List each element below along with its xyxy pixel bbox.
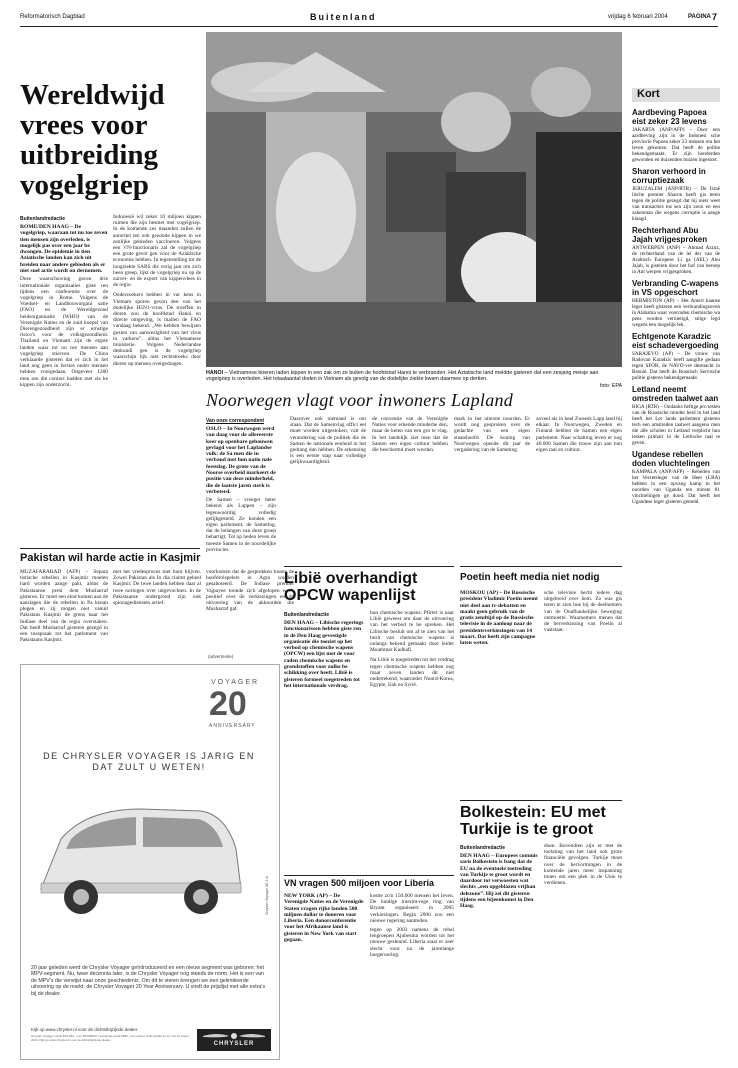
bolkestein-rule xyxy=(460,800,622,801)
kort-item xyxy=(632,332,720,381)
kasjmir-title: Pakistan wil harde actie in Kasjmir xyxy=(20,552,201,564)
poetin-col2 xyxy=(544,590,622,633)
caption-text: – Vietnamese boeren laden kippen in een zak om ze buiten de hoofdstad Hanoi te verbranden. Het Aziatische land meldde gisteren dat een zesjarig meisje aan vogelgriep is overleden. Het totaalaantal doden in Vietnam als gevolg van de dodelijke ziekte kwam daarmee op dertien. xyxy=(206,370,599,382)
kort-header xyxy=(632,88,720,102)
kasjmir-rule xyxy=(20,548,200,549)
bolkestein-body-1: DEN HAAG – Europees commis saris Bolkestein is bang dat de EU na de eventuele toetreding van Turkije te groot wordt en daardoor tot verwoesten wat slechts „een opgeblazen vrijhan delszone”. Hij zei dit gisteren tijdens een bijeenkomst in Den Haag. xyxy=(460,853,538,910)
ad-vertical-note: Chrysler Voyager SE 2.4i xyxy=(265,875,269,915)
ad-fine-print: Chrysler Voyager vanaf €29.950,- incl. BTW/BPM. Leaseprijs vanaf €599,- per maand. Actie geldig tot en met 31 maart 2004. Kijk op www.chrysler.nl voor de dichtstbijzijnde dealer. xyxy=(31,1034,189,1042)
ad-headline: DE CHRYSLER VOYAGER IS JARIG EN DAT ZULT U WETEN! xyxy=(43,751,255,772)
liberia-body-3: tegen op 2003 namens de rebel lengroepen Ajubesina worden tot het nieuwe gesteund. Liberia staat er zeer slecht voor na de jarenlange burgeroorlog. xyxy=(370,927,454,958)
photo-caption xyxy=(206,370,622,389)
kort-item-text: ANTWERPEN (ANP) – Ahmad Azzuz, de rechterhand van de lei der van de Arabisch Europese Li ga (AEL) Abu Jajah, is gisteren door het hof van beroep in Ant werpen vrijgesproken. xyxy=(632,245,720,275)
liberia-body-1: NEW YORK (AP) – De Verenigde Naties en de Verenigde Staten vragen rijke landen 500 miljoen dollar te doneren voor Liberia. Een donorconferentie voor het Afrikaanse land is gisteren in New York van start gegaan. xyxy=(284,893,364,944)
poetin-title: Poetin heeft media niet nodig xyxy=(460,572,600,583)
liberia-col2 xyxy=(370,893,454,958)
paper-name: Reformatorisch Dagblad xyxy=(20,14,85,20)
libie-body-2: hun chemische wapens. Pfirter is naar Libië geweest om daar de uitvoering van het verbod te be spreken. Het Libische besluit om af te zien van het bezit van chemische wapens is onlangs bekend gemaakt door leider Moammar Kadhafi. xyxy=(370,610,454,654)
lapland-title: Noorwegen vlagt voor inwoners Lapland xyxy=(206,390,514,410)
chrysler-wings-icon xyxy=(197,1029,271,1051)
ad-label: (advertentie) xyxy=(208,654,234,659)
header-rule xyxy=(20,26,718,27)
kort-item xyxy=(632,279,720,328)
kort-item-text: HERMISTON (AP) – Het Ameri kaanse leger heeft gisteren een verbrandingsoven in Alabama waar voorraden chemische wa pens worden vernietigd, stilge legd wegens een mogelijk lek. xyxy=(632,298,721,328)
ad-anniversary-number: 20 xyxy=(209,685,247,723)
liberia-col1 xyxy=(284,893,364,945)
libie-body-3: Na Libië is toegetreden tot het verdrag tegen chemische wapens hebben nog maar zeven landen dit niet ondertekend, waaronder Noord-Korea, Egypte, Irak en Syrië. xyxy=(370,657,454,689)
bolkestein-body-2: doen. Bovendien zijn er met de toelating van het land ook grote financiële gevolgen. Turkije moet over de hervormingen in de komende jaren meer inspanning tonen om een plek in de Unie te verdienen. xyxy=(544,843,622,887)
libie-rule xyxy=(284,566,454,567)
kort-item xyxy=(632,385,720,446)
lapland-body-2: Daarover ook niemand is ont staan. Dat de Samenvlag offici eel moet worden uitgestoken, valt de verandering van de politiek die de Samen de nationale eenheid in het gedrang dan hebben. De erkenning is een eerste stap naar volledige gelijkwaardigheid. xyxy=(290,416,366,466)
bolkestein-col1 xyxy=(460,843,538,912)
kasjmir-body-1: MUZAFARABAD (AFP) – Separa tistische rebellen in Kasjmir moeten hard worden aange pakt, aldus de Pakistaanse presi dent Musharraf gisteren. Er moet een eind komen aan de aanslagen die de rebellen in Pa kistan plegen en zij mogen niet vanuit Pakistans Kasjmir de grens naar het Indiase deel van de regio overstaken. Dat heeft Musharraf gisteren gezegd in een toespraak tot het parlement van Pakistaans Kasjmir. xyxy=(20,569,108,644)
lapland-col4 xyxy=(454,416,530,453)
chrysler-logo xyxy=(197,1029,271,1051)
kort-item-title: Letland neemt omstreden taalwet aan xyxy=(632,385,719,403)
chrysler-ad xyxy=(20,664,280,1060)
ad-anniversary-word: ANNIVERSARY xyxy=(209,723,256,729)
kasjmir-col3 xyxy=(206,569,294,612)
chrysler-logo-text: CHRYSLER xyxy=(213,1041,255,1047)
liberia-body-2: kostte zo'n 150.000 mensen het leven. De huidige interim-rege ring van Bryant organiseert in 2005 verkiezingen. Begin 2006 zou een nieuwe regering aantreden. xyxy=(370,893,454,924)
poetin-col1 xyxy=(460,590,538,649)
lead-col2 xyxy=(113,214,201,367)
lead-col1 xyxy=(20,214,108,388)
kort-item-text: SARAJEVO (AP) – De vrouw van Radovan Karadzic heeft aangifte gedaan tegen SFOR, de NAVO-vre desmacht in Bosnië. Dat heeft de Bosnisch Servische politie gisteren bekendgemaakt. xyxy=(632,351,720,381)
lapland-lead: OSLO – In Noorwegen werd van daag voor de allereerste keer op openbare gebouwen gevlagd voor het Laplandse volk: de Sa men die in verband met hun natio nale feestdag. De grote van de Noorse overheid markeert de positie van deze minderheid, die de laatste jaren sterk is verbeterd. xyxy=(206,426,276,495)
kasjmir-col1 xyxy=(20,569,108,643)
kort-item-text: RIGA (RTR) – Ondanks heftige pro testen van de Russische minder heid in het land heeft het Let lands parlement gisteren tech een omstreden taalwet aangeno men die alle scholen in Letland verplicht hun lessen primair in de Lettische taal te geven. xyxy=(632,404,720,446)
lapland-col5 xyxy=(536,416,622,453)
bolkestein-title: Bolkestein: EU met Turkije is te groot xyxy=(460,804,606,838)
page-header xyxy=(20,12,720,24)
kasjmir-body-2: met het vredesproces niet hunt blijven. Zowel Pakistan als In dia claimt geheel Kasjmir. De twee landen hebben daar al twee oorlogen over uitgevochten. In de Pakistaanse ondergrond zijn ook spionagediensten actief. xyxy=(113,569,201,607)
section-name: Buitenland xyxy=(310,12,377,22)
kort-title: Kort xyxy=(637,88,660,100)
kort-item-title: Ugandese rebellen doden vluchtelingen xyxy=(632,450,710,468)
ad-body: 20 jaar geleden werd de Chrysler Voyager geïntroduceerd en een nieuw segment was geboren: het MPV-segment. Nu, twee decennia later, is de Chrysler Voyager nog steeds de norm. Het is een van de MPV's die verwijst naar onze geschiedenis. Om dit te vieren brengen we een gelimiteerde uitvoering op de markt: de Chrysler Voyager 20 Year Anniversary. U vindt de prijslijst met alle extra's bij de dealer. xyxy=(31,965,266,997)
lead-body-2: Indonesië wil zeker 10 miljoen kippen ruimen die zijn besmet met vogelgriep. In de komende zes maanden zullen de autoritei ten ook gezonde kippen in we zenlijke gebieden vaccineren. Volgens een VN-functionaris zal de vogelgriep een grote gevol gen voor de Aziatische economie hebben. In tegenstelling tot de longziekte SARS die vorig jaar om zich heen greep, lijkt de vogelgriep nu op de zuivel- en de export van kippenvlees in de regio. xyxy=(113,214,201,289)
lead-body-3: Onderzoekers hebben in var kens in Vietnam sporen gevon den van het dodelijke H5N1-virus. De troeffen in dieren zou de hoofdstad Hanoi en directe omgeving, is mailen de FAO vandaag bekend. „We hebben bewijzen gezien van aanwezigheid van het virus in varkens”, aldus het Vietnamese ministerie. Volgens Nederlandse deskundi gen is de vogelgriep waarschijn lijk niet rechtstreeks door dieren op mensen overgedragen. xyxy=(113,292,201,367)
kort-item-title: Sharon verhoord in corruptiezaak xyxy=(632,167,706,185)
farmers-photo-illustration xyxy=(206,32,622,367)
libie-byline: Buitenlandredactie xyxy=(284,612,330,618)
kort-item-text: KAMPALA (ANP/AFP) – Rebellen van het Verzetsleger van de Heer (LRA) hebben in een opvang kamp in het noorden van Uganda ten minste 81 vluchtelingen ge dood. Dat heeft het Ugandese leger gisteren gemeld. xyxy=(632,469,720,505)
news-photo xyxy=(206,32,622,367)
lead-intro: ROME/DEN HAAG – De vogelgriep, waaraan tot nu toe zeven tien mensen zijn overleden, is mogelijk pas over een jaar be dwongen. De epidemie in tien Aziatische landen kan zich uit breiden naar andere gebieden als er niet snel actie wordt on dernomen. xyxy=(20,224,108,275)
lead-headline xyxy=(20,80,200,200)
libie-col2 xyxy=(370,610,454,688)
lead-title: Wereldwijd vrees voor uitbreiding vogelgriep xyxy=(20,79,165,201)
poetin-rule xyxy=(460,566,622,567)
lapland-body-1: De Samen – vroeger beter bekend als Lappen – zijn tegenwoordig volledig gelijkgesteld. Ze konden een eigen parlement, de Sameting, dat de belangen van deze groep behartigt. Tot op heden leven de meeste Samen in de noordelijke provincies. xyxy=(206,497,276,553)
kort-item xyxy=(632,226,720,275)
libie-title: Libië overhandigt OPCW wapenlijst xyxy=(284,570,418,604)
kasjmir-body-3: voorkomen dat de gesprekken tussen de hoofdrolspelers in Agra worden gesaboteerd. De Indiase premier Vajpayee toonde zich afgelopen week positief over de verkiezingen en de uitvoering van de akkoorden die Musharraf gaf. xyxy=(206,569,294,613)
liberia-rule xyxy=(284,875,454,876)
ad-voyager-label: VOYAGER xyxy=(211,679,260,686)
kasjmir-col2 xyxy=(113,569,201,606)
poetin-body-2: sche televisie hecht iedere dag uitgebreid over hem. Zo was gis teren te zien hoe hij de deelnemers van de Onafhankelijke beweging ontmoette. Waarnemers menen dat de herverkiezing van Poetin al vaststaat. xyxy=(544,590,622,634)
kort-item-text: JAKARTA (ANP/AFP) – Door een aardbeving zijn in de Indonesi sche provincie Papoea zeker 23 mensen om het leven gekomen. Dat heeft de politie bekendgemaakt. Er zijn honderden gewonden en duizenden huizen ingestort. xyxy=(632,127,720,163)
minivan-image xyxy=(31,779,251,937)
kort-item-title: Rechterhand Abu Jajah vrijgesproken xyxy=(632,226,708,244)
kort-item xyxy=(632,167,720,222)
lead-body-1: Deze waarschuwing gaven drie internationale organisaties giste ren tijdens een conferentie over de vogelgriep in Rome. Volgens de Voedsel- en Landbouworgani satie (FAO) en de Wereldgezond heidsorganisatie (WHO) van de Verenigde Naties en de zuid koepel van Dierengezondheid zijn er ernstige risico's voor de volksgezondheid. Thailand en Vietnam zijn de ergste landen waar tot nu toe mensen aan vogelgriep stierven. De China verklaarde gisteren dat er zich in het land nog geen in fecties onder mensen hebben voorgedaan. Ongeveer 1300 men sen die contact hadden met zie ke kippen zijn onderzocht. xyxy=(20,276,108,388)
ad-url[interactable]: Kijk op www.chrysler.nl voor de dichtstbijzijnde dealer. xyxy=(31,1027,139,1032)
page-date: vrijdag 6 februari 2004 xyxy=(608,14,668,20)
page-number: 7 xyxy=(712,12,718,22)
lapland-col2 xyxy=(290,416,366,466)
kort-item-title: Aardbeving Papoea eist zeker 23 levens xyxy=(632,108,707,126)
lapland-body-5: zoveel als in heel Zweeds Lapp land bij elkaar. In Noorwegen, Zweden en Finland hebben de Samen een eigen parlement. Naar schatting leven er nog 40.000 Samen die trouw zijn aan hun eigen taal en cultuur. xyxy=(536,416,622,454)
lapland-body-3: de conventie van de Verenigde Naties voor erkende minderhe den, maar de keten van een gro te vlag. In het landelijk ziet men dat de Samen een eigen cultuur hebben die beschermd moet worden. xyxy=(372,416,448,454)
bolkestein-col2 xyxy=(544,843,622,886)
page-label: PAGINA xyxy=(688,14,711,20)
kort-list xyxy=(632,104,720,505)
lead-byline: Buitenlandredactie xyxy=(20,216,66,222)
lapland-col1 xyxy=(206,416,276,553)
kort-item xyxy=(632,450,720,505)
kort-item-title: Echtgenote Karadzic eist schadevergoeding xyxy=(632,332,719,350)
libie-col1 xyxy=(284,610,364,691)
libie-body-1: DEN HAAG – Libische regerings functionarissen hebben giste ren in de Den Haag gevestigde organisatie die toeziet op het verbod op chemische wapens (OPCW) een lijst met de voor raden chemische wapens en grondstoffen voor zulke be schikking over heeft. Libië is gisteren formeel toegetreden tot het internationale verdrag. xyxy=(284,620,364,689)
bolkestein-byline: Buitenlandredactie xyxy=(460,845,506,851)
lapland-byline: Van onze correspondent xyxy=(206,418,265,424)
kort-item-title: Verbranding C-wapens in VS opgeschort xyxy=(632,279,719,297)
kort-item-text: JERUZALEM (ANP/RTR) – De Israë lische premier Sharon heeft gis teren tegen de politie gezegd dat hij niets weet van transacties tus sen zijn zoon en een zakenman die wegens corruptie is aange klaagd. xyxy=(632,186,720,222)
caption-label: HANOI xyxy=(206,370,224,376)
poetin-body-1: MOSKOU (AP) – De Russische president Vladimir Poetin neemt niet deel aan tv-debatten en maakt geen gebruik van de gratis zendtijd op de Russische televisie in de aanloop naar de presidentsverkiezingen van 14 maart. Dat heeft zijn campagne laten weten. xyxy=(460,590,538,647)
liberia-title: VN vragen 500 miljoen voor Liberia xyxy=(284,878,435,888)
lapland-body-4: mark in het uiterste noorden. Er wordt nog gesproken over de gedachte van een eigen staatshoofd. De koning van Noorwegen opende dit jaar de vergadering van de Sameting. xyxy=(454,416,530,454)
photo-credit: foto: EPA xyxy=(600,383,622,389)
kort-item xyxy=(632,108,720,163)
lapland-col3 xyxy=(372,416,448,453)
